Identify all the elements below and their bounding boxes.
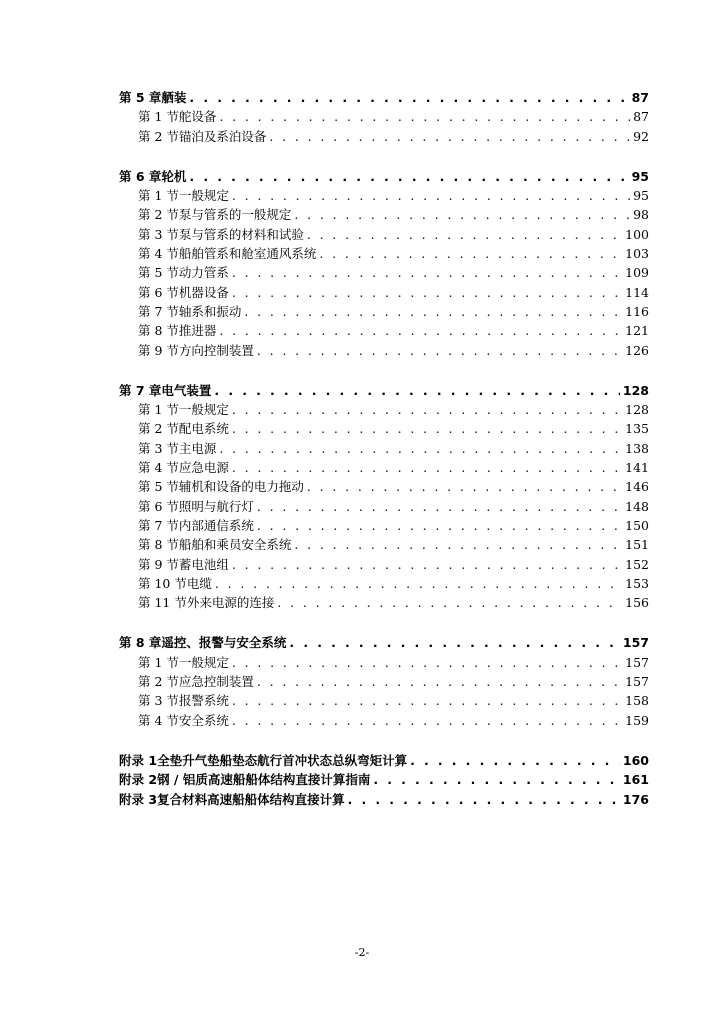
chapter-title: 电气装置 [161, 382, 212, 398]
dot-leader [189, 88, 628, 107]
page-number: 128 [625, 402, 649, 418]
spacer [119, 612, 649, 633]
section-title: 轴系和振动 [178, 303, 242, 319]
section-title: 船舶管系和舱室通风系统 [178, 246, 317, 262]
page-number: 87 [631, 90, 649, 105]
section-title: 泵与管系的材料和试验 [178, 226, 304, 242]
dot-leader [232, 711, 622, 730]
section-title: 蓄电池组 [178, 556, 229, 572]
toc-section-row[interactable] [119, 186, 649, 205]
section-number: 第 1 节 [138, 402, 179, 418]
page-number: 103 [625, 246, 649, 262]
section-number: 第 10 节 [138, 575, 187, 591]
dot-leader [289, 633, 619, 652]
section-number: 第 2 节 [138, 674, 179, 690]
toc-section-row[interactable] [119, 321, 649, 340]
toc-section-row[interactable] [119, 593, 649, 612]
section-number: 第 1 节 [138, 654, 179, 670]
toc-section-row[interactable] [119, 711, 649, 730]
dot-leader [219, 439, 622, 458]
appendix-title: 全垫升气垫船垫态航行首冲状态总纵弯矩计算 [157, 752, 408, 768]
section-title: 电缆 [186, 575, 212, 591]
section-number: 第 9 节 [138, 342, 179, 358]
page-number: 159 [625, 712, 649, 728]
section-number: 第 9 节 [138, 556, 179, 572]
section-number: 第 3 节 [138, 693, 179, 709]
section-title: 船舶和乘员安全系统 [178, 537, 292, 553]
section-title: 机器设备 [178, 284, 229, 300]
section-title: 一般规定 [178, 402, 229, 418]
dot-leader [307, 477, 622, 496]
page-number: 116 [625, 303, 649, 319]
table-of-contents [119, 88, 649, 809]
toc-section-row[interactable] [119, 497, 649, 516]
appendix-title: 复合材料高速船船体结构直接计算 [157, 791, 345, 807]
section-number: 第 4 节 [138, 460, 179, 476]
section-title: 报警系统 [178, 693, 229, 709]
dot-leader [215, 574, 622, 593]
page-number: 135 [625, 421, 649, 437]
section-title: 安全系统 [178, 712, 229, 728]
section-number: 第 1 节 [138, 109, 179, 125]
section-number: 第 11 节 [138, 595, 187, 611]
section-title: 照明与航行灯 [178, 498, 254, 514]
page-number: 156 [625, 595, 649, 611]
page-number: 100 [625, 226, 649, 242]
toc-section-row[interactable] [119, 127, 649, 146]
toc-section-row[interactable] [119, 283, 649, 302]
section-title: 应急电源 [178, 460, 229, 476]
page-number: 126 [625, 342, 649, 358]
page-number: 150 [625, 517, 649, 533]
chapter-number: 第 5 章 [119, 90, 162, 105]
chapter-number: 第 8 章 [119, 635, 162, 651]
page-number: 153 [625, 575, 649, 591]
page-number: 92 [633, 128, 649, 144]
toc-section-row[interactable] [119, 244, 649, 263]
section-number: 第 5 节 [138, 265, 179, 281]
dot-leader [232, 458, 622, 477]
toc-section-row[interactable] [119, 400, 649, 419]
dot-leader [232, 419, 622, 438]
dot-leader [257, 672, 622, 691]
appendix-number: 附录 1 [119, 752, 158, 768]
page-number: 95 [633, 188, 649, 204]
section-title: 外来电源的连接 [186, 595, 275, 611]
dot-leader [307, 225, 622, 244]
section-number: 第 4 节 [138, 712, 179, 728]
toc-section-row[interactable] [119, 419, 649, 438]
page-number: 114 [625, 284, 649, 300]
dot-leader [294, 535, 622, 554]
toc-section-row[interactable] [119, 341, 649, 360]
toc-section-row[interactable] [119, 516, 649, 535]
section-number: 第 4 节 [138, 246, 179, 262]
page-number: 128 [622, 382, 649, 398]
section-number: 第 2 节 [138, 207, 179, 223]
appendix-title: 钢 / 铝质高速船船体结构直接计算指南 [157, 772, 371, 788]
spacer [119, 360, 649, 381]
section-number: 第 1 节 [138, 188, 179, 204]
page-number: 157 [622, 635, 649, 651]
page-number: 157 [625, 674, 649, 690]
page-number: 138 [625, 440, 649, 456]
dot-leader [373, 770, 620, 789]
section-number: 第 2 节 [138, 128, 179, 144]
toc-appendix-row[interactable] [119, 770, 649, 789]
section-title: 泵与管系的一般规定 [178, 207, 292, 223]
section-number: 第 7 节 [138, 303, 179, 319]
spacer [119, 730, 649, 751]
toc-section-row[interactable] [119, 263, 649, 282]
dot-leader [232, 691, 622, 710]
dot-leader [277, 593, 622, 612]
toc-chapter-row[interactable] [119, 381, 649, 400]
toc-appendix-row[interactable] [119, 790, 649, 809]
chapter-title: 舾装 [161, 90, 187, 105]
section-number: 第 8 节 [138, 537, 179, 553]
dot-leader [232, 283, 622, 302]
chapter-title: 轮机 [161, 168, 187, 184]
page-footer-number: -2- [354, 946, 370, 959]
page-number: 176 [622, 791, 649, 807]
dot-leader [214, 381, 619, 400]
chapter-number: 第 6 章 [119, 168, 162, 184]
page-number: 141 [625, 460, 649, 476]
section-title: 方向控制装置 [178, 342, 254, 358]
page-number: 151 [625, 537, 649, 553]
toc-section-row[interactable] [119, 574, 649, 593]
toc-chapter-row[interactable] [119, 633, 649, 652]
toc-section-row[interactable] [119, 691, 649, 710]
dot-leader [232, 263, 622, 282]
page-number: 160 [622, 752, 649, 768]
toc-section-row[interactable] [119, 555, 649, 574]
page-number: 152 [625, 556, 649, 572]
chapter-title: 遥控、报警与安全系统 [161, 635, 287, 651]
section-title: 辅机和设备的电力拖动 [178, 479, 304, 495]
page-number: 146 [625, 479, 649, 495]
dot-leader [348, 790, 620, 809]
appendix-number: 附录 2 [119, 772, 158, 788]
dot-leader [189, 167, 628, 186]
section-number: 第 3 节 [138, 440, 179, 456]
section-number: 第 6 节 [138, 284, 179, 300]
dot-leader [232, 653, 622, 672]
page-number: 109 [625, 265, 649, 281]
section-number: 第 8 节 [138, 323, 179, 339]
dot-leader [269, 127, 630, 146]
page-number: 98 [633, 207, 649, 223]
dot-leader [219, 321, 622, 340]
section-title: 舵设备 [178, 109, 217, 125]
toc-section-row[interactable] [119, 302, 649, 321]
dot-leader [232, 555, 622, 574]
section-title: 锚泊及系泊设备 [178, 128, 267, 144]
dot-leader [232, 186, 630, 205]
page-number: 148 [625, 498, 649, 514]
toc-section-row[interactable] [119, 672, 649, 691]
appendix-number: 附录 3 [119, 791, 158, 807]
page-number: 161 [622, 772, 649, 788]
dot-leader [219, 107, 630, 126]
section-title: 应急控制装置 [178, 674, 254, 690]
section-number: 第 7 节 [138, 517, 179, 533]
dot-leader [257, 497, 622, 516]
dot-leader [410, 751, 620, 770]
toc-section-row[interactable] [119, 439, 649, 458]
section-title: 主电源 [178, 440, 217, 456]
toc-section-row[interactable] [119, 477, 649, 496]
toc-section-row[interactable] [119, 225, 649, 244]
dot-leader [319, 244, 622, 263]
section-number: 第 5 节 [138, 479, 179, 495]
dot-leader [257, 341, 622, 360]
section-number: 第 2 节 [138, 421, 179, 437]
section-title: 一般规定 [178, 188, 229, 204]
dot-leader [244, 302, 622, 321]
page-number: 95 [631, 168, 649, 184]
dot-leader [294, 205, 630, 224]
toc-section-row[interactable] [119, 205, 649, 224]
toc-appendix-row[interactable] [119, 751, 649, 770]
page-number: 157 [625, 654, 649, 670]
chapter-number: 第 7 章 [119, 382, 162, 398]
toc-section-row[interactable] [119, 653, 649, 672]
page-number: 87 [633, 109, 649, 125]
spacer [119, 146, 649, 167]
section-title: 动力管系 [178, 265, 229, 281]
section-number: 第 6 节 [138, 498, 179, 514]
dot-leader [232, 400, 622, 419]
section-title: 一般规定 [178, 654, 229, 670]
dot-leader [257, 516, 622, 535]
section-title: 内部通信系统 [178, 517, 254, 533]
toc-chapter-row[interactable] [119, 88, 649, 107]
toc-chapter-row[interactable] [119, 167, 649, 186]
section-title: 配电系统 [178, 421, 229, 437]
toc-section-row[interactable] [119, 107, 649, 126]
toc-section-row[interactable] [119, 535, 649, 554]
section-title: 推进器 [178, 323, 217, 339]
toc-section-row[interactable] [119, 458, 649, 477]
section-number: 第 3 节 [138, 226, 179, 242]
page-number: 158 [625, 693, 649, 709]
page-number: 121 [625, 323, 649, 339]
